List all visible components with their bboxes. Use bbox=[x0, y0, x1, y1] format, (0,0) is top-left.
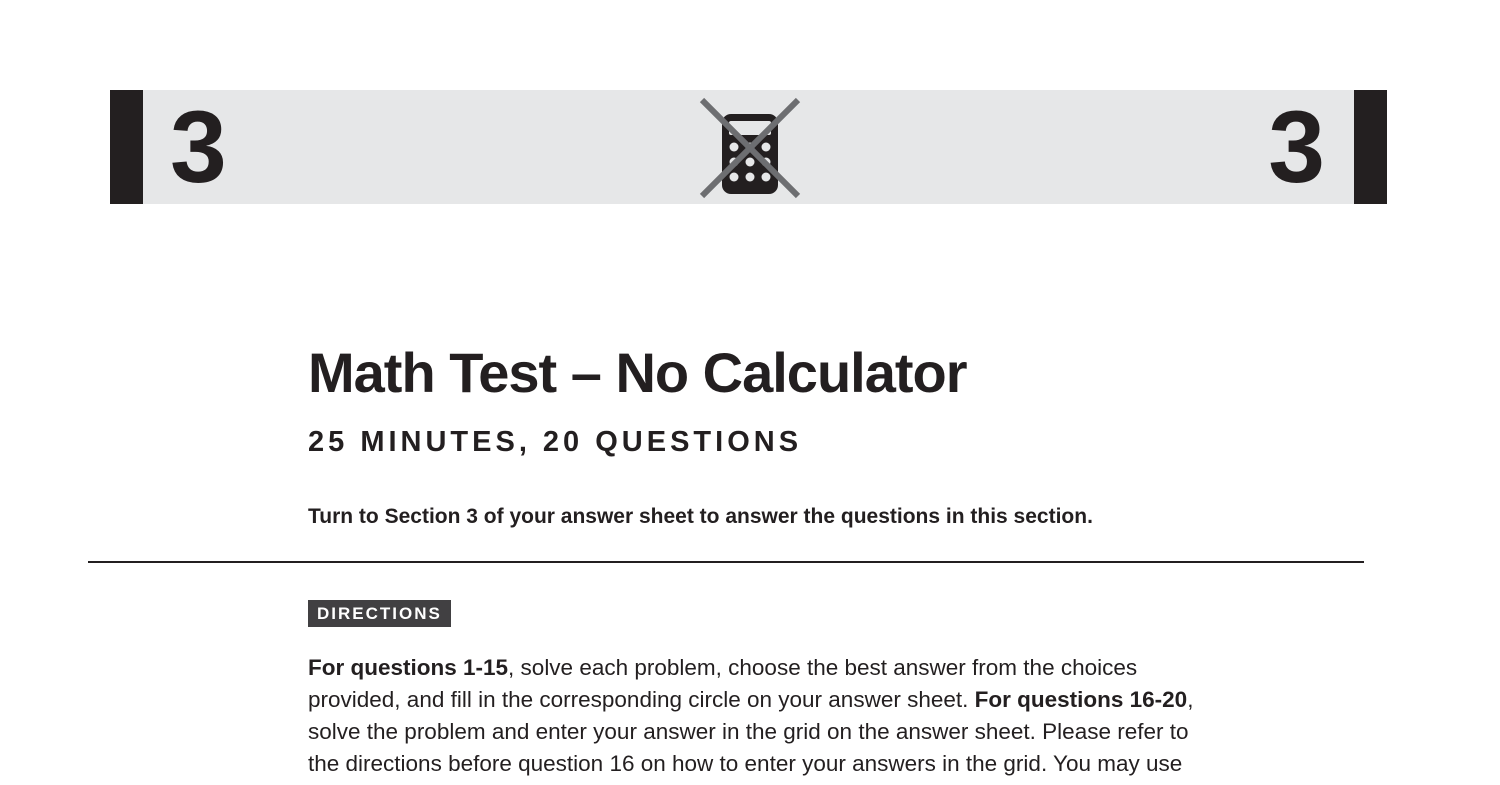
band-bar-right bbox=[1354, 90, 1387, 204]
page-title: Math Test – No Calculator bbox=[308, 341, 967, 404]
directions-badge: DIRECTIONS bbox=[308, 600, 451, 627]
directions-text-bold: For questions 1-15 bbox=[308, 655, 509, 680]
section-instruction: Turn to Section 3 of your answer sheet to answer the questions in this section. bbox=[308, 505, 1093, 528]
section-header-band bbox=[110, 90, 1387, 204]
no-calculator-icon bbox=[698, 96, 802, 200]
directions-text bbox=[308, 652, 1228, 780]
directions-line-4 bbox=[308, 748, 1228, 780]
directions-line-3 bbox=[308, 716, 1228, 748]
directions-text-bold: For questions 16-20 bbox=[974, 687, 1188, 712]
directions-text-segment: solve the problem and enter your answer in the grid on the answer sheet. Please refer to bbox=[308, 719, 1189, 744]
section-number-left: 3 bbox=[170, 90, 227, 204]
directions-text-segment: , solve each problem, choose the best answer from the choices bbox=[508, 655, 1138, 680]
directions-text-segment: the directions before question 16 on how to enter your answers in the grid. You may use bbox=[308, 751, 1183, 776]
directions-text-segment: , bbox=[1187, 687, 1194, 712]
divider-rule bbox=[88, 561, 1364, 563]
directions-line-2 bbox=[308, 684, 1228, 716]
directions-text-segment: provided, and fill in the corresponding circle on your answer sheet. bbox=[308, 687, 975, 712]
page-subtitle: 25 MINUTES, 20 QUESTIONS bbox=[308, 426, 803, 458]
section-number-right: 3 bbox=[1268, 90, 1325, 204]
band-bar-left bbox=[110, 90, 143, 204]
directions-line-1 bbox=[308, 652, 1228, 684]
